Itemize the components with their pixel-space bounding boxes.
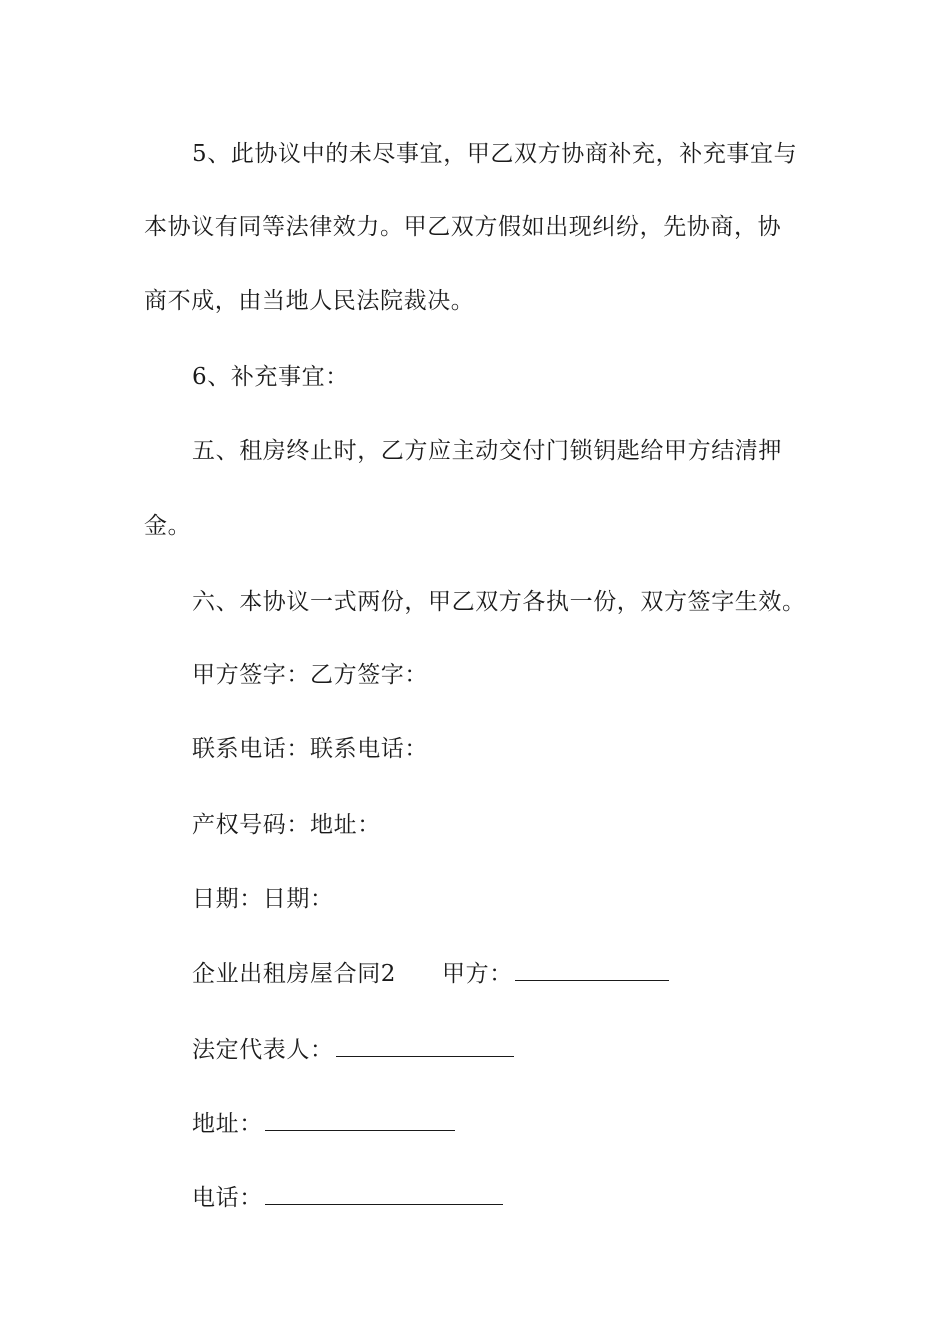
legal-rep-line [192, 1034, 514, 1065]
paragraph-5-line-2: 本协议有同等法律效力。甲乙双方假如出现纠纷，先协商，协 [144, 214, 782, 240]
contract-2-title: 企业出租房屋合同2 [192, 961, 397, 987]
address-blank[interactable] [265, 1108, 455, 1131]
address-line [192, 1108, 455, 1139]
section-6: 六、本协议一式两份，甲乙双方各执一份，双方签字生效。 [192, 589, 806, 615]
contract-2-header [192, 958, 669, 989]
phone-line: 联系电话：联系电话： [192, 736, 428, 762]
party-a-blank[interactable] [515, 958, 669, 981]
signature-line: 甲方签字：乙方签字： [192, 662, 428, 688]
paragraph-5-line-3: 商不成，由当地人民法院裁决。 [144, 288, 475, 314]
property-line: 产权号码：地址： [192, 812, 381, 838]
tel-label: 电话： [192, 1185, 263, 1211]
tel-blank[interactable] [265, 1182, 503, 1205]
tel-line [192, 1182, 503, 1213]
party-a-label: 甲方： [442, 961, 513, 987]
section-5-line-2: 金。 [144, 513, 192, 539]
date-line: 日期：日期： [192, 886, 334, 912]
paragraph-6: 6、补充事宜： [192, 364, 349, 390]
section-5-line-1: 五、租房终止时，乙方应主动交付门锁钥匙给甲方结清押 [192, 438, 782, 464]
paragraph-5-line-1: 5、此协议中的未尽事宜，甲乙双方协商补充，补充事宜与 [192, 141, 798, 167]
legal-rep-blank[interactable] [336, 1034, 514, 1057]
legal-rep-label: 法定代表人： [192, 1037, 334, 1063]
address-label: 地址： [192, 1111, 263, 1137]
